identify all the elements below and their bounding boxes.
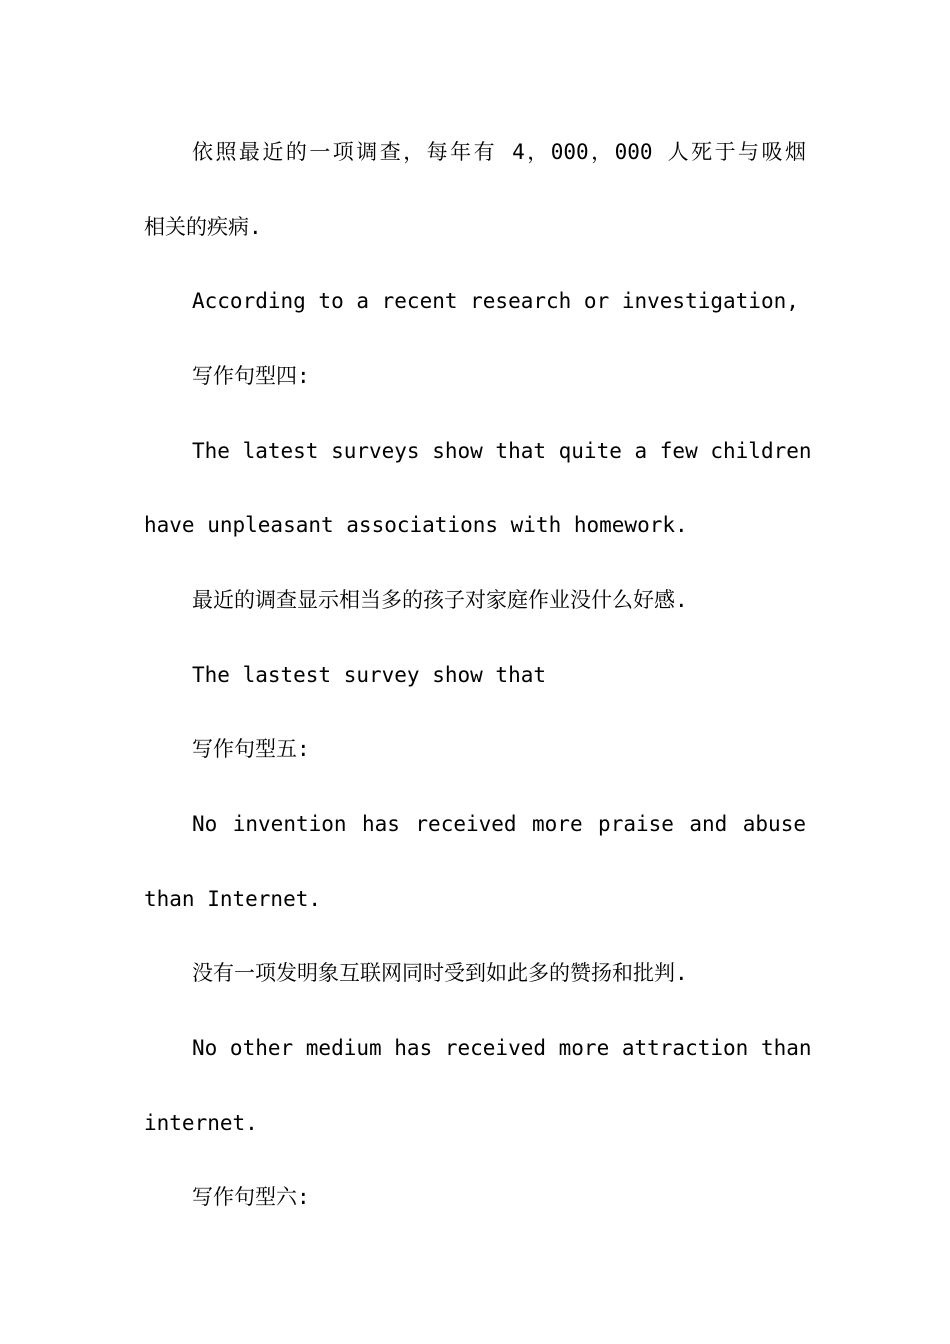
paragraph-5-line-1: 最近的调查显示相当多的孩子对家庭作业没什么好感. [192, 588, 688, 612]
section-heading-5: 写作句型五: [192, 737, 310, 761]
section-heading-6: 写作句型六: [192, 1185, 310, 1209]
paragraph-4-line-1: The latest surveys show that quite a few children [192, 439, 812, 463]
paragraph-6-line-1: The lastest survey show that [192, 663, 547, 687]
paragraph-2-line-1: According to a recent research or investigation, [192, 289, 799, 313]
paragraph-10-line-2: internet. [144, 1111, 258, 1135]
paragraph-8-line-1: No invention has received more praise and abuse [192, 812, 806, 836]
paragraph-8-line-2: than Internet. [144, 887, 322, 911]
paragraph-1-line-1: 依照最近的一项调查，每年有 4，000，000 人死于与吸烟 [192, 140, 806, 164]
paragraph-9-line-1: 没有一项发明象互联网同时受到如此多的赞扬和批判. [192, 961, 688, 985]
paragraph-4-line-2: have unpleasant associations with homework. [144, 513, 688, 537]
section-heading-4: 写作句型四: [192, 364, 310, 388]
paragraph-1-line-2: 相关的疾病. [144, 215, 262, 239]
paragraph-10-line-1: No other medium has received more attraction than [192, 1036, 812, 1060]
